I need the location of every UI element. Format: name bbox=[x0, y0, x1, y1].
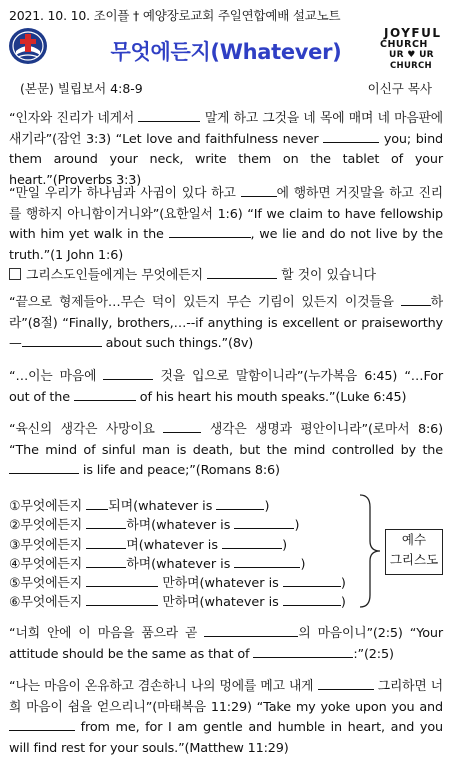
fill-in-blank[interactable] bbox=[204, 625, 298, 637]
text-segment: “만일 우리가 하나님과 사귐이 있다 하고 bbox=[9, 186, 241, 201]
text-segment: ⑤무엇에든지 bbox=[9, 576, 87, 592]
checkbox-statement bbox=[9, 264, 376, 283]
text-segment: 하라”(8절) “Finally, brothers,…--if anything is excellent or praiseworthy— bbox=[9, 295, 443, 351]
logo-text-church: CHURCH bbox=[380, 39, 428, 50]
fill-in-blank[interactable] bbox=[207, 267, 277, 279]
logo-text-joyful: JOYFUL bbox=[384, 26, 442, 40]
jesus-label: 예수 bbox=[401, 532, 427, 547]
text-segment: from me, for I am gentle and humble in heart, and you will find rest for your souls.”(Matthew 11:29) bbox=[9, 720, 443, 756]
list-item bbox=[9, 593, 346, 612]
text-segment: ③무엇에든지 bbox=[9, 537, 87, 553]
fill-in-blank[interactable] bbox=[323, 131, 379, 143]
fill-in-blank[interactable] bbox=[283, 594, 341, 606]
text-segment: of his heart his mouth speaks.”(Luke 6:45) bbox=[135, 389, 407, 405]
fill-in-blank[interactable] bbox=[86, 517, 126, 529]
text-segment: ) bbox=[264, 499, 270, 514]
fill-in-blank[interactable] bbox=[169, 226, 251, 238]
text-segment: “너희 안에 이 마음을 품으라 곧 bbox=[9, 626, 205, 641]
logo-text-ur-ur: UR ♥ UR bbox=[389, 50, 434, 60]
text-segment: “끝으로 형제들아…무슨 덕이 있든지 무슨 기림이 있든지 이것들을 bbox=[9, 295, 401, 310]
paragraph-luke bbox=[9, 367, 443, 408]
fill-in-blank[interactable] bbox=[222, 537, 282, 549]
text-segment: 말게 하고 그것을 네 목에 매며 네 마음판에 새기라”(잠언 3:3) “Let love and faithfulness never bbox=[9, 111, 443, 147]
text-segment: 하며(whatever is bbox=[126, 556, 235, 572]
text-segment: , we lie and do not live by the truth.”(1 John 1:6) bbox=[9, 227, 443, 263]
text-segment: “나는 마음이 온유하고 겸손하니 나의 멍에를 메고 내게 bbox=[9, 679, 318, 694]
fill-in-blank[interactable] bbox=[234, 556, 300, 568]
text-segment: is life and peace;”(Romans 8:6) bbox=[79, 463, 280, 478]
right-brace-icon bbox=[358, 493, 384, 609]
text-segment: ①무엇에든지 bbox=[9, 499, 87, 514]
text-segment: ) bbox=[282, 537, 288, 553]
text-segment: 며(whatever is bbox=[126, 537, 223, 553]
fill-in-blank[interactable] bbox=[86, 537, 126, 549]
text-segment: 그리하면 너희 마음이 쉼을 얻으리니”(마태복음 11:29) “Take my yoke upon you and bbox=[9, 679, 443, 715]
scripture-reference: (본문) 빌립보서 4:8-9 bbox=[20, 81, 143, 96]
text-segment: 하며(whatever is bbox=[126, 518, 235, 534]
fill-in-blank[interactable] bbox=[401, 294, 431, 306]
text-segment: 에 행하면 거짓말을 하고 진리를 행하지 아니함이거니와”(요한일서 1:6) “If we claim to have fellowship with him yet walk in the bbox=[9, 186, 444, 242]
text-segment: 되며(whatever is bbox=[108, 499, 217, 514]
paragraph-philippians-2 bbox=[9, 624, 443, 665]
joyful-church-logo bbox=[378, 26, 442, 72]
text-segment: ②무엇에든지 bbox=[9, 518, 87, 534]
paragraph-philippians bbox=[9, 293, 443, 355]
jesus-christ-box bbox=[385, 529, 443, 575]
text-segment: “육신의 생각은 사망이요 bbox=[9, 422, 164, 437]
text-segment: “…이는 마음에 bbox=[9, 369, 104, 384]
fill-in-blank[interactable] bbox=[86, 556, 126, 568]
text-segment: ④무엇에든지 bbox=[9, 556, 87, 572]
fill-in-blank[interactable] bbox=[86, 498, 108, 510]
whatever-list bbox=[9, 497, 346, 613]
fill-in-blank[interactable] bbox=[241, 185, 277, 197]
fill-in-blank[interactable] bbox=[234, 517, 294, 529]
page-title: 무엇에든지(Whatever) bbox=[110, 40, 342, 64]
fill-in-blank[interactable] bbox=[9, 462, 79, 474]
fill-in-blank[interactable] bbox=[86, 575, 158, 587]
paragraph-1john bbox=[9, 184, 443, 266]
text-segment: 할 것이 있습니다 bbox=[277, 268, 376, 283]
date-line: 2021. 10. 10. 조이플 † 예양장로교회 주일연합예배 설교노트 bbox=[9, 8, 341, 23]
list-item bbox=[9, 497, 346, 516]
text-segment: :”(2:5) bbox=[353, 646, 394, 662]
text-segment: “인자와 진리가 네게서 bbox=[9, 111, 139, 126]
text-segment: 생각은 생명과 평안이니라”(로마서 8:6) “The mind of sinful man is death, but the mind controlled by the bbox=[9, 422, 443, 458]
list-item bbox=[9, 536, 346, 555]
fill-in-blank[interactable] bbox=[9, 719, 75, 731]
text-segment: you; bind them around your neck, write them on the tablet of your heart.”(Proverbs 3:3) bbox=[9, 131, 444, 188]
text-segment: ⑥무엇에든지 bbox=[9, 595, 87, 611]
text-segment: ) bbox=[340, 595, 346, 611]
checkbox[interactable] bbox=[9, 268, 21, 280]
text-segment: 그리스도인들에게는 무엇에든지 bbox=[26, 268, 208, 283]
fill-in-blank[interactable] bbox=[138, 110, 200, 122]
list-item bbox=[9, 516, 346, 535]
fill-in-blank[interactable] bbox=[283, 575, 341, 587]
logo-text-church-2: CHURCH bbox=[390, 61, 432, 71]
text-segment: 의 마음이니”(2:5) “Your attitude should be the same as that of bbox=[9, 626, 443, 662]
text-segment: about such things.”(8v) bbox=[101, 336, 254, 351]
fill-in-blank[interactable] bbox=[74, 389, 136, 401]
fill-in-blank[interactable] bbox=[103, 368, 153, 380]
paragraph-romans bbox=[9, 420, 443, 482]
fill-in-blank[interactable] bbox=[216, 498, 264, 510]
fill-in-blank[interactable] bbox=[163, 421, 201, 433]
text-segment: 만하며(whatever is bbox=[158, 595, 283, 611]
list-item bbox=[9, 574, 346, 593]
list-item bbox=[9, 555, 346, 574]
fill-in-blank[interactable] bbox=[253, 646, 353, 658]
fill-in-blank[interactable] bbox=[318, 678, 374, 690]
paragraph-matthew bbox=[9, 677, 443, 759]
text-segment: ) bbox=[300, 556, 306, 572]
christ-label: 그리스도 bbox=[389, 552, 439, 567]
paragraph-proverbs bbox=[9, 109, 443, 191]
preacher-name: 이신구 목사 bbox=[367, 81, 432, 96]
text-segment: 것을 입으로 말함이니라”(누가복음 6:45) “…For out of the bbox=[9, 369, 443, 405]
fill-in-blank[interactable] bbox=[86, 594, 158, 606]
text-segment: ) bbox=[294, 518, 300, 534]
text-segment: 만하며(whatever is bbox=[158, 576, 283, 592]
fill-in-blank[interactable] bbox=[22, 335, 102, 347]
text-segment: ) bbox=[340, 576, 346, 592]
